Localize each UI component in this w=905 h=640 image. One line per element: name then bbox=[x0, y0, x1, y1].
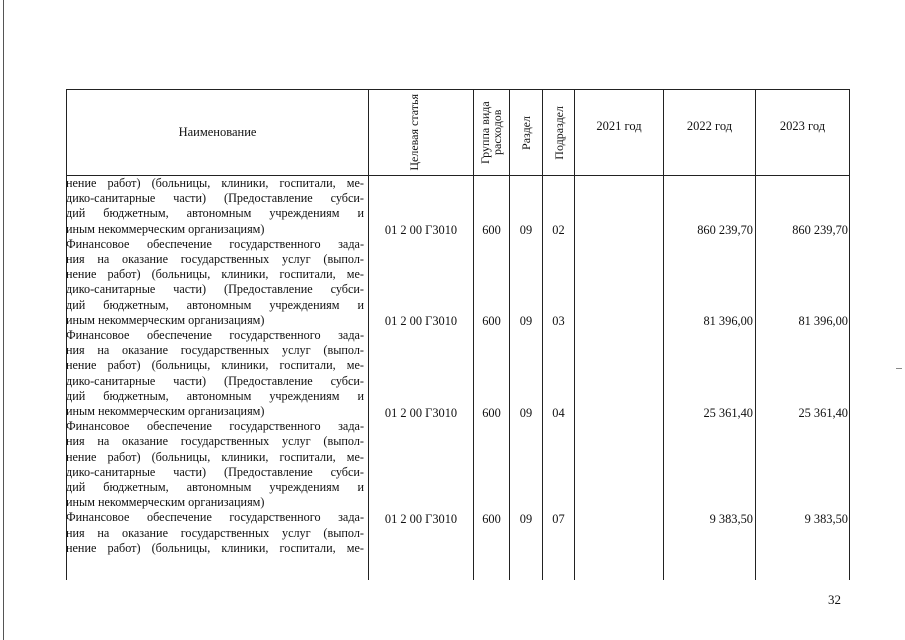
header-expense-group: Группа вида расходов bbox=[477, 101, 504, 164]
cell-section: 09 bbox=[519, 512, 533, 526]
cell-section: 09 bbox=[519, 406, 533, 420]
cell-target-article: 01 2 00 Г3010 bbox=[384, 406, 458, 420]
cell-expense-group: 600 bbox=[482, 314, 501, 328]
cell-2022: 9 383,50 bbox=[709, 512, 753, 526]
page-number: 32 bbox=[828, 592, 841, 607]
name-line: нение работ) (больницы, клиники, госпитали, ме- bbox=[66, 540, 364, 555]
name-line: Финансовое обеспечение государственного зада- bbox=[66, 510, 364, 525]
name-line: иным некоммерческим организациям) bbox=[66, 312, 265, 327]
cell-expense-group: 600 bbox=[482, 406, 501, 420]
cell-expense-group: 600 bbox=[482, 512, 501, 526]
name-line: Финансовое обеспечение государственного зада- bbox=[66, 328, 364, 343]
name-line: дий бюджетным, автономным учреждениям и bbox=[66, 206, 364, 221]
cell-target-article: 01 2 00 Г3010 bbox=[384, 512, 458, 526]
cell-subsection: 04 bbox=[552, 406, 565, 420]
cell-section: 09 bbox=[519, 223, 533, 237]
header-2022: 2022 год bbox=[686, 119, 733, 133]
name-line: дий бюджетным, автономным учреждениям и bbox=[66, 388, 364, 403]
cell-2022: 25 361,40 bbox=[703, 406, 753, 420]
name-column-text bbox=[66, 176, 364, 556]
name-line: Финансовое обеспечение государственного зада- bbox=[66, 419, 364, 434]
name-line: ния на оказание государственных услуг (выпол- bbox=[66, 343, 364, 358]
header-subsection: Подраздел bbox=[551, 105, 566, 160]
cell-2022: 860 239,70 bbox=[697, 223, 753, 237]
name-line: нение работ) (больницы, клиники, госпитали, ме- bbox=[66, 358, 364, 373]
name-line: ния на оказание государственных услуг (выпол- bbox=[66, 434, 364, 449]
cell-subsection: 03 bbox=[552, 314, 565, 328]
name-line: иным некоммерческим организациям) bbox=[66, 404, 265, 419]
cell-subsection: 02 bbox=[552, 223, 565, 237]
cell-target-article: 01 2 00 Г3010 bbox=[384, 223, 458, 237]
name-line: дий бюджетным, автономным учреждениям и bbox=[66, 480, 364, 495]
name-line: ния на оказание государственных услуг (выпол- bbox=[66, 525, 364, 540]
name-line: дий бюджетным, автономным учреждениям и bbox=[66, 297, 364, 312]
header-2023: 2023 год bbox=[779, 119, 826, 133]
name-line: дико-санитарные части) (Предоставление субси- bbox=[66, 373, 364, 388]
margin-mark bbox=[896, 368, 902, 369]
header-target-article: Целевая статья bbox=[407, 94, 421, 171]
cell-expense-group: 600 bbox=[482, 223, 501, 237]
cell-2023: 81 396,00 bbox=[798, 314, 848, 328]
header-section: Раздел bbox=[519, 115, 533, 150]
cell-2023: 25 361,40 bbox=[798, 406, 848, 420]
name-line: нение работ) (больницы, клиники, госпитали, ме- bbox=[66, 449, 364, 464]
name-line: иным некоммерческим организациям) bbox=[66, 495, 265, 510]
cell-2023: 860 239,70 bbox=[792, 223, 848, 237]
header-2021: 2021 год bbox=[596, 119, 642, 133]
name-line: нение работ) (больницы, клиники, госпитали, ме- bbox=[66, 176, 364, 190]
cell-section: 09 bbox=[519, 314, 533, 328]
name-line: иным некоммерческим организациям) bbox=[66, 221, 265, 236]
header-name: Наименование bbox=[178, 125, 257, 139]
name-line: нение работ) (больницы, клиники, госпитали, ме- bbox=[66, 267, 364, 282]
name-line: дико-санитарные части) (Предоставление субси- bbox=[66, 464, 364, 479]
cell-target-article: 01 2 00 Г3010 bbox=[384, 314, 458, 328]
cell-subsection: 07 bbox=[552, 512, 565, 526]
page-margin-line bbox=[3, 0, 4, 640]
cell-2022: 81 396,00 bbox=[703, 314, 753, 328]
name-line: Финансовое обеспечение государственного зада- bbox=[66, 236, 364, 251]
name-line: дико-санитарные части) (Предоставление субси- bbox=[66, 282, 364, 297]
col-border bbox=[849, 89, 850, 580]
name-line: ния на оказание государственных услуг (выпол- bbox=[66, 252, 364, 267]
cell-2023: 9 383,50 bbox=[804, 512, 848, 526]
name-line: дико-санитарные части) (Предоставление субси- bbox=[66, 191, 364, 206]
budget-table bbox=[66, 89, 850, 580]
